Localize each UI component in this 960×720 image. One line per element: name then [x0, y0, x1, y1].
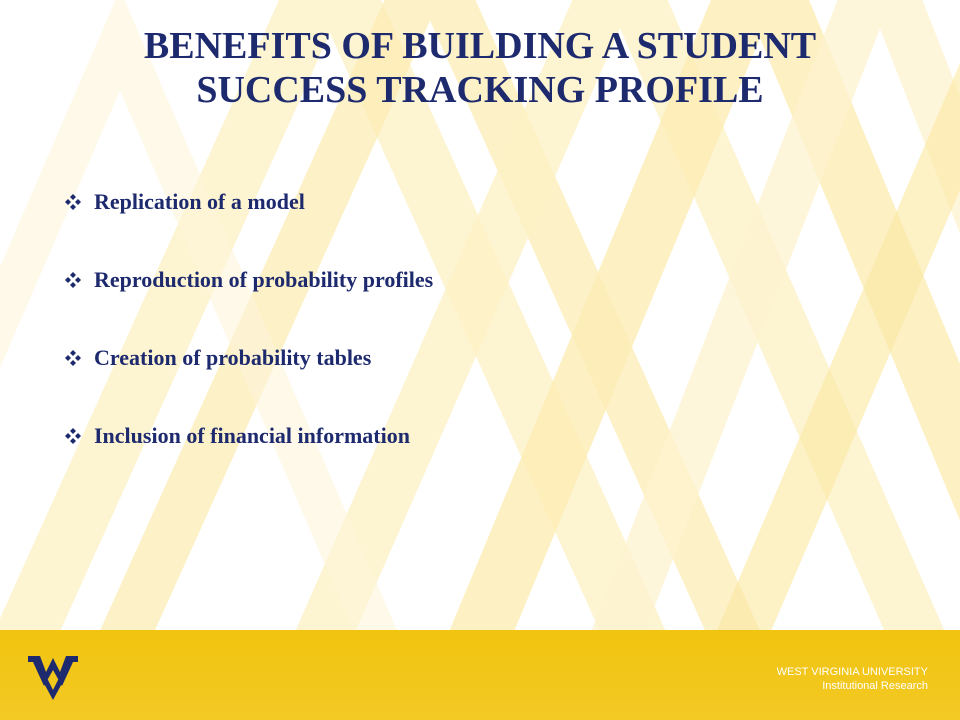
footer-university: WEST VIRGINIA UNIVERSITY [776, 666, 928, 678]
diamond-bullet-icon [64, 349, 82, 367]
diamond-bullet-icon [64, 427, 82, 445]
diamond-bullet-icon [64, 193, 82, 211]
diamond-bullet-icon [64, 271, 82, 289]
footer-band [0, 630, 960, 720]
bullet-text: Inclusion of financial information [94, 423, 410, 448]
bullet-text: Replication of a model [94, 189, 305, 214]
slide-title-line-2: SUCCESS TRACKING PROFILE [196, 69, 764, 111]
footer-department: Institutional Research [822, 680, 928, 692]
bullet-text: Creation of probability tables [94, 345, 372, 370]
bullet-text: Reproduction of probability profiles [94, 267, 434, 292]
footer-branding [777, 665, 928, 693]
slide-title [80, 24, 880, 112]
slide-title-line-1: BENEFITS OF BUILDING A STUDENT [143, 25, 817, 67]
flying-wv-logo-icon [28, 654, 78, 700]
